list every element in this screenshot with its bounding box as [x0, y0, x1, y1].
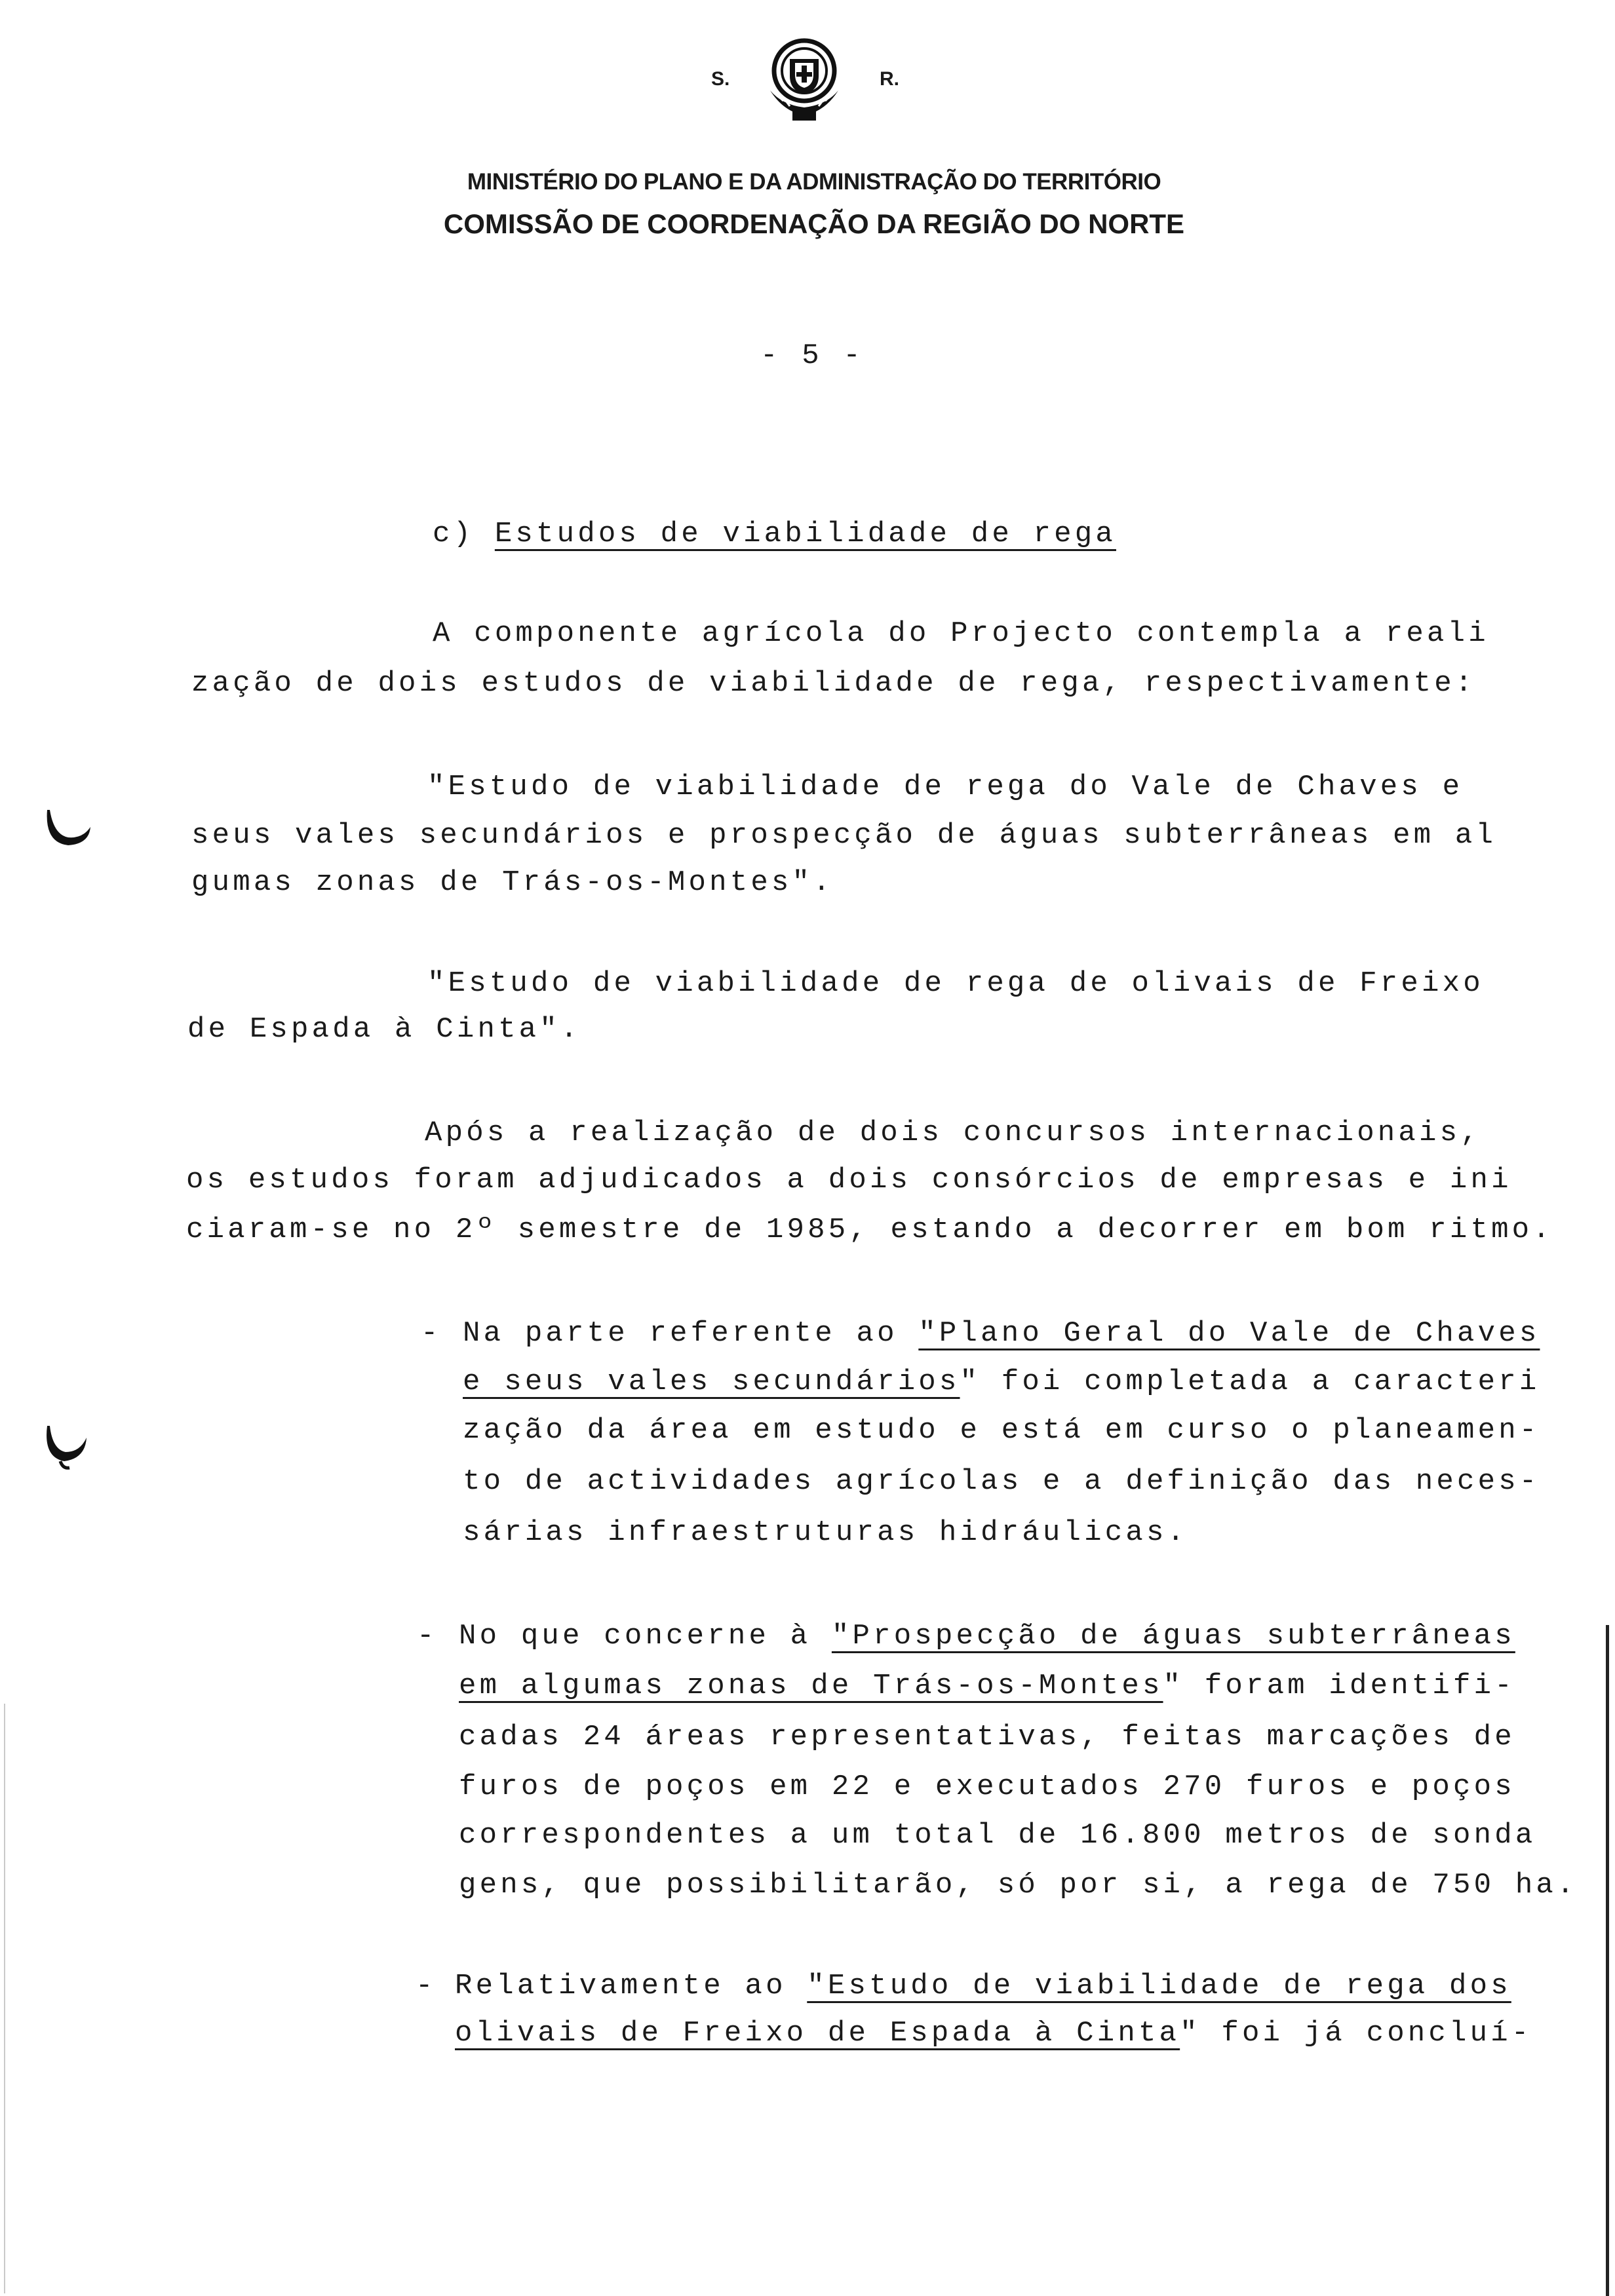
- bullet1-line1: [463, 1317, 1540, 1350]
- bullet2-line1-text: No que concerne à: [459, 1620, 832, 1653]
- bullet2-line6: gens, que possibilitarão, só por si, a rega de 750 ha.: [459, 1869, 1578, 1902]
- bullet2-line1: [459, 1620, 1515, 1653]
- bullet1-line2-text: " foi completada a caracteri: [960, 1366, 1540, 1398]
- binder-hole-mark-icon: [43, 805, 93, 851]
- bullet3-line2-underlined: olivais de Freixo de Espada à Cinta: [455, 2017, 1180, 2050]
- bullet3-line1-text: Relativamente ao: [455, 1970, 808, 2002]
- bullet3-dash: -: [416, 1970, 437, 2002]
- quote1-line2: seus vales secundários e prospecção de águas subterrâneas em al: [191, 819, 1497, 852]
- bullet3-line2: [455, 2017, 1532, 2050]
- binder-hole-mark-icon-2: [43, 1421, 89, 1474]
- bullet2-line1-underlined: "Prospecção de águas subterrâneas: [831, 1620, 1515, 1653]
- bullet2-line4: furos de poços em 22 e executados 270 furos e poços: [459, 1770, 1515, 1803]
- bullet2-line2-text: " foram identifi-: [1163, 1670, 1515, 1702]
- para2-line1: Após a realização de dois concursos internacionais,: [425, 1117, 1481, 1149]
- scan-edge-right: [1606, 1625, 1609, 2296]
- bullet1-line2-underlined: e seus vales secundários: [463, 1366, 960, 1398]
- section-title: Estudos de viabilidade de rega: [494, 518, 1116, 550]
- bullet1-line1-underlined: "Plano Geral do Vale de Chaves: [918, 1317, 1540, 1350]
- bullet1-line4: to de actividades agrícolas e a definição das neces-: [463, 1465, 1540, 1498]
- section-heading: [433, 518, 1116, 550]
- scan-edge-left: [4, 1704, 5, 2293]
- bullet2-line5: correspondentes a um total de 16.800 metros de sonda: [459, 1819, 1536, 1852]
- para2-line3: ciaram-se no 2º semestre de 1985, estando a decorrer em bom ritmo.: [186, 1214, 1553, 1246]
- bullet2-line2: [459, 1670, 1515, 1702]
- bullet2-line2-underlined: em algumas zonas de Trás-os-Montes: [459, 1670, 1163, 1702]
- commission-heading: COMISSÃO DE COORDENAÇÃO DA REGIÃO DO NORTE: [443, 208, 1185, 239]
- header-right-initial: R.: [880, 68, 899, 90]
- para2-line2: os estudos foram adjudicados a dois consórcios de empresas e ini: [186, 1164, 1512, 1196]
- bullet1-dash: -: [421, 1317, 442, 1350]
- bullet3-line1-underlined: "Estudo de viabilidade de rega dos: [807, 1970, 1511, 2002]
- quote1-line3: gumas zonas de Trás-os-Montes".: [191, 866, 834, 899]
- ministry-heading: MINISTÉRIO DO PLANO E DA ADMINISTRAÇÃO DO TERRITÓRIO: [467, 169, 1161, 195]
- para1-line1: A componente agrícola do Projecto contempla a reali: [433, 617, 1489, 650]
- bullet1-line1-text: Na parte referente ao: [463, 1317, 919, 1350]
- quote2-line1: "Estudo de viabilidade de rega de olivais de Freixo: [427, 967, 1484, 1000]
- bullet1-line2: [463, 1366, 1540, 1398]
- page-number: - 5 -: [760, 339, 865, 372]
- bullet3-line1: [455, 1970, 1511, 2002]
- bullet1-line5: sárias infraestruturas hidráulicas.: [463, 1516, 1188, 1549]
- coat-of-arms-seal-icon: [764, 33, 849, 131]
- quote1-line1: "Estudo de viabilidade de rega do Vale de Chaves e: [427, 771, 1464, 803]
- para1-line2: zação de dois estudos de viabilidade de rega, respectivamente:: [191, 667, 1476, 700]
- bullet2-dash: -: [417, 1620, 438, 1653]
- bullet2-line3: cadas 24 áreas representativas, feitas marcações de: [459, 1721, 1515, 1753]
- header-left-initial: S.: [711, 68, 730, 90]
- quote2-line2: de Espada à Cinta".: [187, 1013, 581, 1046]
- bullet3-line2-text: " foi já concluí-: [1180, 2017, 1532, 2050]
- section-label: c): [433, 518, 475, 550]
- bullet1-line3: zação da área em estudo e está em curso o planeamen-: [463, 1414, 1540, 1447]
